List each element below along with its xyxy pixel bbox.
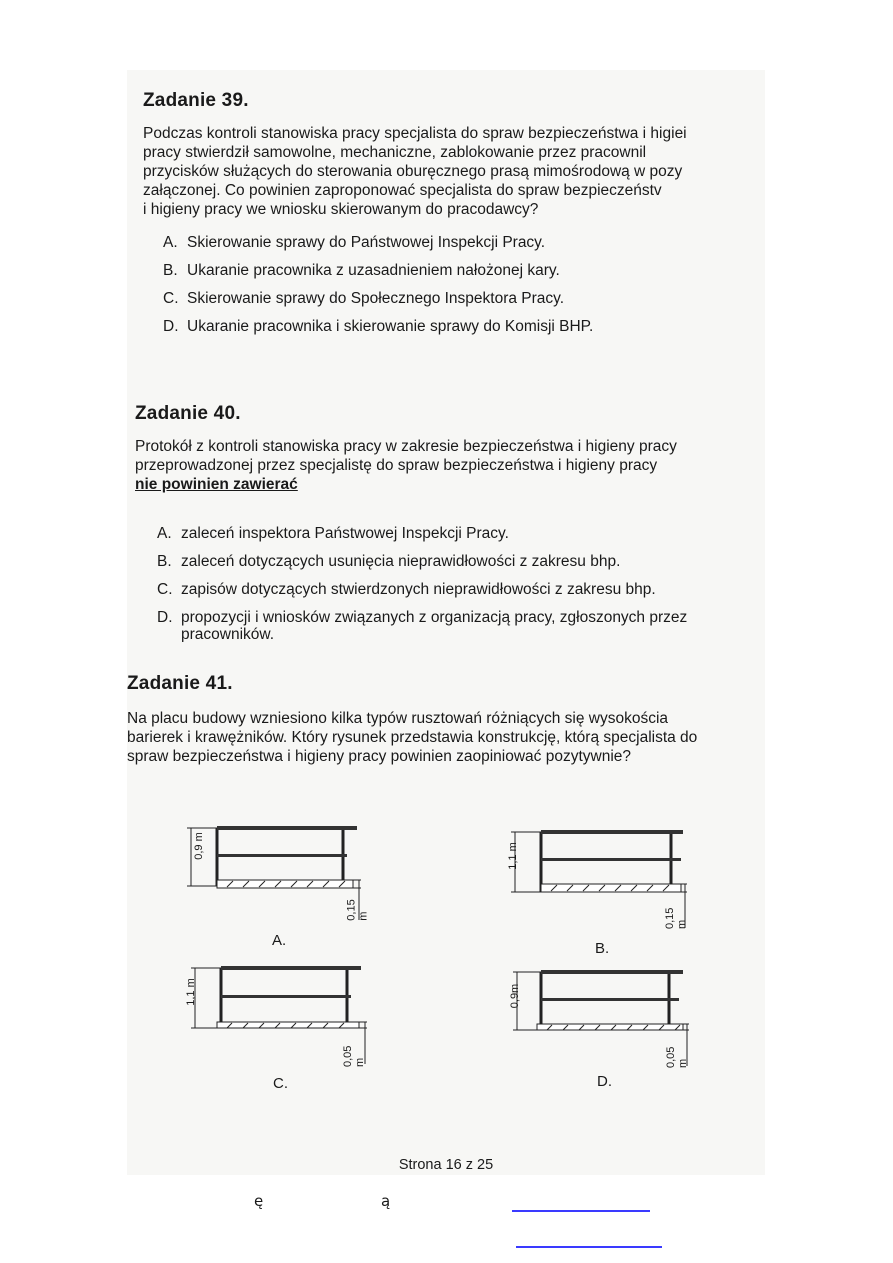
answer-option: C. Skierowanie sprawy do Społecznego Inspektora Pracy. (163, 290, 565, 307)
emphasis-text: nie powinien zawierać (135, 476, 298, 493)
scanned-page (127, 70, 765, 1175)
height-label: 1,1 m (184, 978, 197, 1006)
answer-options (163, 233, 765, 336)
height-label: 0,9m (509, 983, 522, 1009)
answer-option: B. zaleceń dotyczących usunięcia nieprawidłowości z zakresu bhp. (157, 553, 621, 570)
figure-caption: C. (273, 1075, 288, 1092)
question-39 (143, 90, 765, 336)
scaffold-figure-a (187, 820, 370, 949)
question-title: Zadanie 41. (127, 673, 233, 694)
link-underline[interactable] (516, 1246, 662, 1248)
toe-board-label: 0,15 m (664, 907, 688, 929)
figure-caption: A. (272, 932, 287, 949)
answer-option: D. propozycji i wniosków związanych z organizacją pracy, zgłoszonych przez pracowników. (157, 609, 688, 642)
scaffold-figure-c (184, 958, 367, 1092)
question-body: Protokół z kontroli stanowiska pracy w zakresie bezpieczeństwa i higieny pracy przeprowadzonej przez specjalistę do spraw bezpieczeństwa i higieny pracy nie powinien zawierać (135, 437, 765, 494)
answer-options (157, 524, 765, 642)
scaffold-figure-b (506, 822, 688, 957)
scaffold-figure-d (509, 960, 689, 1090)
answer-option: B. Ukaranie pracownika z uzasadnieniem nałożonej kary. (163, 262, 560, 279)
link-underline[interactable] (512, 1210, 650, 1212)
answer-option: C. zapisów dotyczących stwierdzonych nieprawidłowości z zakresu bhp. (157, 581, 656, 598)
toe-board-label: 0,15 m (345, 899, 370, 921)
question-title: Zadanie 39. (143, 90, 249, 111)
question-41 (127, 673, 765, 766)
height-label: 0,9 m (192, 832, 205, 860)
stray-glyph: ą (381, 1192, 391, 1210)
figure-caption: B. (595, 940, 610, 957)
toe-board-label: 0,05 m (342, 1045, 366, 1067)
question-title: Zadanie 40. (135, 403, 241, 424)
answer-option: A. Skierowanie sprawy do Państwowej Inspekcji Pracy. (163, 234, 546, 251)
answer-option: A. zaleceń inspektora Państwowej Inspekcji Pracy. (157, 525, 509, 542)
page-number: Strona 16 z 25 (398, 1157, 494, 1173)
scaffold-drawing (509, 960, 689, 1070)
figure-caption: D. (597, 1073, 612, 1090)
height-label: 1,1 m (506, 842, 519, 870)
scaffold-drawing (507, 822, 687, 932)
scaffold-drawing (184, 958, 367, 1068)
answer-option: D. Ukaranie pracownika i skierowanie sprawy do Komisji BHP. (163, 318, 594, 335)
question-40 (135, 403, 765, 642)
stray-glyph: ę (254, 1192, 264, 1210)
toe-board-label: 0,05 m (665, 1046, 689, 1068)
question-body: Podczas kontroli stanowiska pracy specjalista do spraw bezpieczeństwa i higiei pracy stwierdził samowolne, mechaniczne, zablokowanie przez pracownil przycisków służących do sterowania oburęcznego prasą mimośrodową w pozy załączonej. Co powinien zaproponować specjalista do spraw bezpieczeństv i higieny pracy we wniosku skierowanym do pracodawcy? (143, 125, 687, 218)
question-body: Na placu budowy wzniesiono kilka typów rusztowań różniących się wysokościa barierek i krawężników. Który rysunek przedstawia konstrukcję, którą specjalista do spraw bezpieczeństwa i higieny pracy powinien zaopiniować pozytywnie? (127, 710, 698, 765)
scaffold-drawing (187, 820, 367, 925)
